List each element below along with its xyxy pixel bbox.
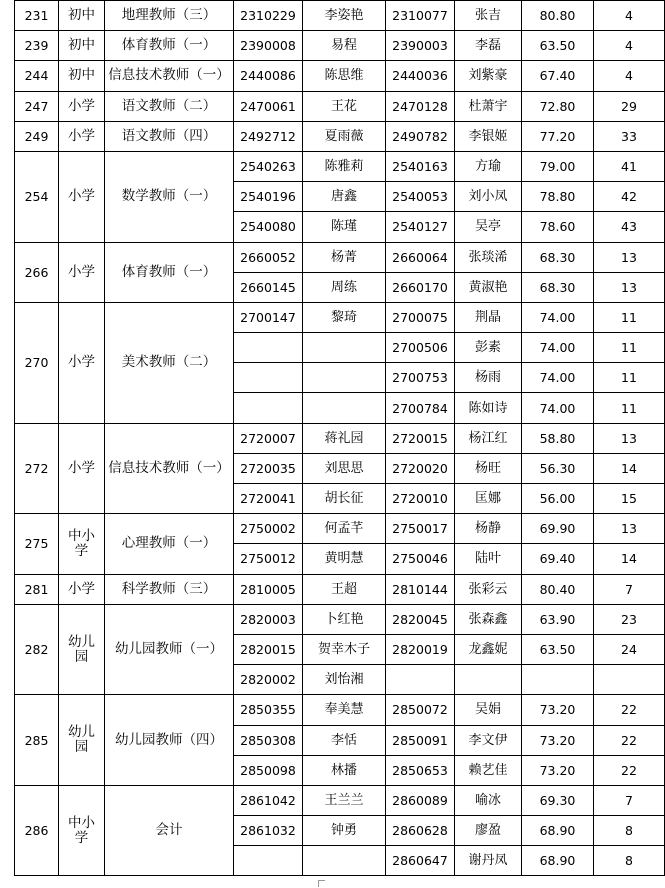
post-name-cell: 信息技术教师（一） [105, 61, 234, 91]
table-row [15, 604, 665, 634]
candidate-name-cell [455, 665, 522, 695]
score-cell: 56.00 [522, 484, 594, 514]
candidate-name-cell: 喻冰 [455, 785, 522, 815]
applicant-id-cell: 2540080 [234, 212, 303, 242]
applicant-id-cell [234, 363, 303, 393]
page-corner-mark [318, 880, 325, 887]
rank-cell: 14 [594, 544, 665, 574]
post-code-cell: 285 [15, 695, 59, 786]
candidate-name-cell: 李磊 [455, 31, 522, 61]
post-name-cell: 会计 [105, 785, 234, 876]
school-level-cell: 小学 [59, 121, 105, 151]
candidate-name-cell: 吴亭 [455, 212, 522, 242]
applicant-id-cell: 2440086 [234, 61, 303, 91]
candidate-id-cell: 2820019 [386, 634, 455, 664]
score-cell: 73.20 [522, 695, 594, 725]
candidate-name-cell: 杨旺 [455, 453, 522, 483]
candidate-name-cell: 荆晶 [455, 302, 522, 332]
applicant-name-cell [303, 846, 386, 876]
score-cell: 73.20 [522, 725, 594, 755]
candidate-name-cell: 赖艺佳 [455, 755, 522, 785]
applicant-name-cell: 陈思维 [303, 61, 386, 91]
candidate-id-cell: 2850091 [386, 725, 455, 755]
candidate-id-cell: 2720015 [386, 423, 455, 453]
applicant-id-cell: 2390008 [234, 31, 303, 61]
candidate-id-cell: 2860647 [386, 846, 455, 876]
post-code-cell: 249 [15, 121, 59, 151]
post-code-cell: 270 [15, 302, 59, 423]
candidate-name-cell: 吴娟 [455, 695, 522, 725]
score-cell: 63.50 [522, 634, 594, 664]
applicant-name-cell: 钟勇 [303, 816, 386, 846]
score-cell: 79.00 [522, 151, 594, 181]
rank-cell: 13 [594, 514, 665, 544]
post-code-cell: 247 [15, 91, 59, 121]
rank-cell: 4 [594, 61, 665, 91]
score-cell: 74.00 [522, 363, 594, 393]
applicant-name-cell: 王超 [303, 574, 386, 604]
score-cell: 73.20 [522, 755, 594, 785]
candidate-id-cell: 2660064 [386, 242, 455, 272]
applicant-name-cell: 李恬 [303, 725, 386, 755]
candidate-id-cell: 2850072 [386, 695, 455, 725]
rank-cell: 13 [594, 242, 665, 272]
score-cell: 68.90 [522, 816, 594, 846]
applicant-id-cell: 2820003 [234, 604, 303, 634]
candidate-name-cell: 杨静 [455, 514, 522, 544]
post-code-cell: 281 [15, 574, 59, 604]
score-cell: 63.90 [522, 604, 594, 634]
table-row [15, 423, 665, 453]
applicant-id-cell: 2540196 [234, 182, 303, 212]
school-level-cell: 小学 [59, 242, 105, 302]
post-code-cell: 231 [15, 1, 59, 31]
candidate-name-cell: 黄淑艳 [455, 272, 522, 302]
applicant-name-cell [303, 363, 386, 393]
post-name-cell: 科学教师（三） [105, 574, 234, 604]
score-cell: 77.20 [522, 121, 594, 151]
post-name-cell: 数学教师（一） [105, 151, 234, 242]
applicant-id-cell: 2470061 [234, 91, 303, 121]
rank-cell: 11 [594, 302, 665, 332]
candidate-name-cell: 刘紫豪 [455, 61, 522, 91]
rank-cell: 22 [594, 755, 665, 785]
applicant-name-cell: 周练 [303, 272, 386, 302]
candidate-id-cell: 2310077 [386, 1, 455, 31]
rank-cell: 13 [594, 272, 665, 302]
candidate-name-cell: 李文伊 [455, 725, 522, 755]
applicant-id-cell: 2850098 [234, 755, 303, 785]
table-row [15, 91, 665, 121]
post-code-cell: 254 [15, 151, 59, 242]
school-level-cell: 小学 [59, 151, 105, 242]
applicant-id-cell [234, 393, 303, 423]
rank-cell: 22 [594, 695, 665, 725]
candidate-name-cell: 彭素 [455, 333, 522, 363]
candidate-id-cell: 2720020 [386, 453, 455, 483]
candidate-id-cell: 2660170 [386, 272, 455, 302]
score-cell: 78.80 [522, 182, 594, 212]
applicant-name-cell: 黎琦 [303, 302, 386, 332]
rank-cell: 4 [594, 31, 665, 61]
applicant-id-cell: 2820015 [234, 634, 303, 664]
applicant-name-cell [303, 393, 386, 423]
applicant-id-cell: 2660052 [234, 242, 303, 272]
candidate-name-cell: 张森鑫 [455, 604, 522, 634]
table-row [15, 514, 665, 544]
score-cell: 78.60 [522, 212, 594, 242]
rank-cell: 7 [594, 785, 665, 815]
applicant-name-cell: 陈瑾 [303, 212, 386, 242]
candidate-name-cell: 张吉 [455, 1, 522, 31]
post-name-cell: 心理教师（一） [105, 514, 234, 574]
post-code-cell: 239 [15, 31, 59, 61]
candidate-id-cell: 2700784 [386, 393, 455, 423]
rank-cell: 8 [594, 816, 665, 846]
applicant-id-cell: 2850308 [234, 725, 303, 755]
applicant-id-cell: 2540263 [234, 151, 303, 181]
post-name-cell: 体育教师（一） [105, 31, 234, 61]
applicant-name-cell: 蒋礼园 [303, 423, 386, 453]
score-cell: 74.00 [522, 302, 594, 332]
rank-cell: 11 [594, 393, 665, 423]
table-row [15, 61, 665, 91]
table-row [15, 695, 665, 725]
score-cell: 74.00 [522, 333, 594, 363]
candidate-id-cell: 2540127 [386, 212, 455, 242]
score-cell: 69.30 [522, 785, 594, 815]
applicant-id-cell: 2660145 [234, 272, 303, 302]
candidate-name-cell: 方瑜 [455, 151, 522, 181]
score-cell: 80.80 [522, 1, 594, 31]
applicant-id-cell: 2720035 [234, 453, 303, 483]
rank-cell [594, 665, 665, 695]
applicant-name-cell: 易程 [303, 31, 386, 61]
applicant-id-cell: 2750012 [234, 544, 303, 574]
applicant-id-cell: 2820002 [234, 665, 303, 695]
candidate-name-cell: 李银姬 [455, 121, 522, 151]
candidate-id-cell: 2470128 [386, 91, 455, 121]
applicant-name-cell: 杨菁 [303, 242, 386, 272]
candidate-id-cell: 2490782 [386, 121, 455, 151]
score-cell: 58.80 [522, 423, 594, 453]
candidate-id-cell: 2700075 [386, 302, 455, 332]
candidate-id-cell: 2860628 [386, 816, 455, 846]
candidate-id-cell: 2750017 [386, 514, 455, 544]
applicant-id-cell: 2861032 [234, 816, 303, 846]
post-name-cell: 美术教师（二） [105, 302, 234, 423]
applicant-name-cell: 夏雨薇 [303, 121, 386, 151]
post-name-cell: 信息技术教师（一） [105, 423, 234, 514]
candidate-id-cell: 2540163 [386, 151, 455, 181]
candidate-name-cell: 匡娜 [455, 484, 522, 514]
candidate-name-cell: 陆叶 [455, 544, 522, 574]
table-row [15, 574, 665, 604]
applicant-name-cell: 林播 [303, 755, 386, 785]
post-code-cell: 272 [15, 423, 59, 514]
post-code-cell: 275 [15, 514, 59, 574]
candidate-id-cell: 2540053 [386, 182, 455, 212]
table-row [15, 1, 665, 31]
applicant-name-cell: 刘怡湘 [303, 665, 386, 695]
candidate-name-cell: 廖盈 [455, 816, 522, 846]
score-cell: 63.50 [522, 31, 594, 61]
rank-cell: 42 [594, 182, 665, 212]
applicant-name-cell: 王兰兰 [303, 785, 386, 815]
table-row [15, 151, 665, 181]
rank-cell: 23 [594, 604, 665, 634]
candidate-name-cell: 谢丹凤 [455, 846, 522, 876]
school-level-cell: 中小学 [59, 785, 105, 876]
score-cell: 72.80 [522, 91, 594, 121]
recruitment-table [14, 0, 665, 876]
rank-cell: 11 [594, 333, 665, 363]
school-level-cell: 初中 [59, 1, 105, 31]
rank-cell: 33 [594, 121, 665, 151]
applicant-id-cell: 2750002 [234, 514, 303, 544]
school-level-cell: 小学 [59, 574, 105, 604]
rank-cell: 8 [594, 846, 665, 876]
applicant-id-cell [234, 846, 303, 876]
rank-cell: 15 [594, 484, 665, 514]
applicant-name-cell: 卜红艳 [303, 604, 386, 634]
candidate-name-cell: 杨雨 [455, 363, 522, 393]
applicant-name-cell: 李姿艳 [303, 1, 386, 31]
post-name-cell: 语文教师（四） [105, 121, 234, 151]
score-cell: 56.30 [522, 453, 594, 483]
rank-cell: 13 [594, 423, 665, 453]
candidate-name-cell: 杜萧宇 [455, 91, 522, 121]
candidate-id-cell: 2810144 [386, 574, 455, 604]
applicant-id-cell: 2700147 [234, 302, 303, 332]
applicant-id-cell: 2810005 [234, 574, 303, 604]
applicant-name-cell: 胡长征 [303, 484, 386, 514]
candidate-id-cell [386, 665, 455, 695]
school-level-cell: 初中 [59, 61, 105, 91]
applicant-name-cell: 陈雅莉 [303, 151, 386, 181]
school-level-cell: 小学 [59, 423, 105, 514]
rank-cell: 24 [594, 634, 665, 664]
candidate-name-cell: 龙鑫妮 [455, 634, 522, 664]
applicant-name-cell: 奉美慧 [303, 695, 386, 725]
score-cell: 69.40 [522, 544, 594, 574]
candidate-id-cell: 2820045 [386, 604, 455, 634]
candidate-id-cell: 2720010 [386, 484, 455, 514]
school-level-cell: 小学 [59, 302, 105, 423]
post-name-cell: 幼儿园教师（一） [105, 604, 234, 695]
score-cell: 80.40 [522, 574, 594, 604]
table-row [15, 242, 665, 272]
post-name-cell: 地理教师（三） [105, 1, 234, 31]
applicant-id-cell: 2492712 [234, 121, 303, 151]
rank-cell: 41 [594, 151, 665, 181]
post-code-cell: 244 [15, 61, 59, 91]
applicant-id-cell: 2861042 [234, 785, 303, 815]
post-name-cell: 体育教师（一） [105, 242, 234, 302]
table-row [15, 785, 665, 815]
rank-cell: 4 [594, 1, 665, 31]
table-row [15, 121, 665, 151]
candidate-id-cell: 2750046 [386, 544, 455, 574]
applicant-id-cell [234, 333, 303, 363]
candidate-id-cell: 2440036 [386, 61, 455, 91]
candidate-name-cell: 张彩云 [455, 574, 522, 604]
score-cell: 68.90 [522, 846, 594, 876]
score-cell: 68.30 [522, 272, 594, 302]
candidate-id-cell: 2860089 [386, 785, 455, 815]
candidate-name-cell: 陈如诗 [455, 393, 522, 423]
applicant-name-cell: 刘思思 [303, 453, 386, 483]
rank-cell: 14 [594, 453, 665, 483]
applicant-name-cell: 何孟芊 [303, 514, 386, 544]
applicant-id-cell: 2720041 [234, 484, 303, 514]
applicant-name-cell [303, 333, 386, 363]
candidate-id-cell: 2700506 [386, 333, 455, 363]
score-cell: 68.30 [522, 242, 594, 272]
table-row [15, 302, 665, 332]
applicant-name-cell: 王花 [303, 91, 386, 121]
applicant-name-cell: 贺幸木子 [303, 634, 386, 664]
candidate-id-cell: 2390003 [386, 31, 455, 61]
post-code-cell: 266 [15, 242, 59, 302]
school-level-cell: 幼儿园 [59, 695, 105, 786]
candidate-id-cell: 2700753 [386, 363, 455, 393]
candidate-name-cell: 张琰浠 [455, 242, 522, 272]
candidate-name-cell: 刘小凤 [455, 182, 522, 212]
post-name-cell: 语文教师（二） [105, 91, 234, 121]
score-cell: 67.40 [522, 61, 594, 91]
rank-cell: 7 [594, 574, 665, 604]
rank-cell: 43 [594, 212, 665, 242]
rank-cell: 11 [594, 363, 665, 393]
table-body [15, 1, 665, 876]
post-code-cell: 282 [15, 604, 59, 695]
school-level-cell: 幼儿园 [59, 604, 105, 695]
school-level-cell: 小学 [59, 91, 105, 121]
score-cell [522, 665, 594, 695]
score-cell: 69.90 [522, 514, 594, 544]
applicant-name-cell: 唐鑫 [303, 182, 386, 212]
school-level-cell: 初中 [59, 31, 105, 61]
school-level-cell: 中小学 [59, 514, 105, 574]
post-name-cell: 幼儿园教师（四） [105, 695, 234, 786]
candidate-id-cell: 2850653 [386, 755, 455, 785]
post-code-cell: 286 [15, 785, 59, 876]
score-cell: 74.00 [522, 393, 594, 423]
applicant-id-cell: 2310229 [234, 1, 303, 31]
applicant-id-cell: 2850355 [234, 695, 303, 725]
rank-cell: 22 [594, 725, 665, 755]
applicant-id-cell: 2720007 [234, 423, 303, 453]
table-row [15, 31, 665, 61]
applicant-name-cell: 黄明慧 [303, 544, 386, 574]
candidate-name-cell: 杨江红 [455, 423, 522, 453]
rank-cell: 29 [594, 91, 665, 121]
